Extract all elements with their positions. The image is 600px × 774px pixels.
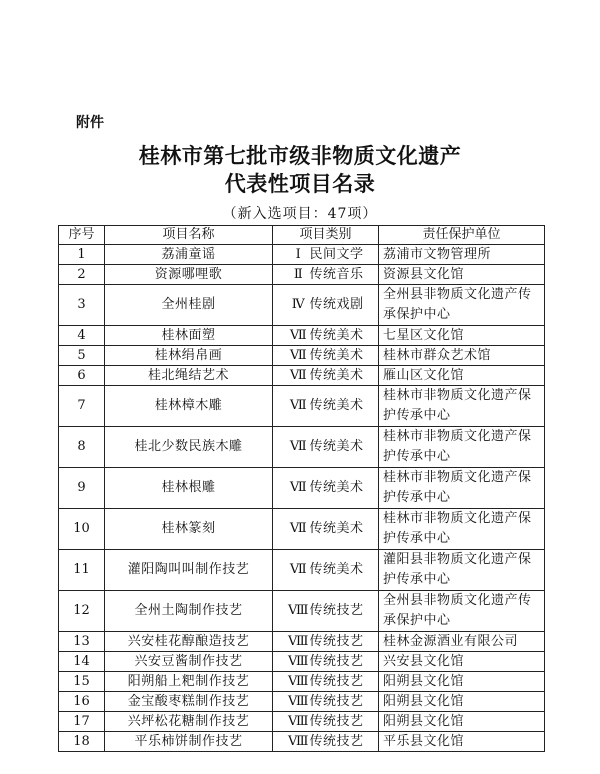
- project-category: [273, 712, 379, 732]
- category-roman-numeral: Ⅶ: [289, 562, 308, 577]
- table-row: [59, 672, 545, 692]
- project-name: 桂林篆刻: [105, 509, 273, 550]
- category-roman-numeral: Ⅰ: [295, 247, 302, 262]
- table-row: [59, 692, 545, 712]
- header-no: 序号: [59, 226, 105, 245]
- table-row: [59, 427, 545, 468]
- category-label: 民间文学: [309, 247, 364, 262]
- project-name: 桂北少数民族木雕: [105, 427, 273, 468]
- table-row: [59, 245, 545, 265]
- row-number: 6: [59, 366, 105, 386]
- header-unit: 责任保护单位: [379, 226, 545, 245]
- project-name: 桂北绳结艺术: [105, 366, 273, 386]
- heritage-list-table: [58, 225, 545, 752]
- category-label: 传统美术: [309, 368, 364, 383]
- row-number: 14: [59, 652, 105, 672]
- category-roman-numeral: Ⅶ: [289, 328, 308, 343]
- table-row: [59, 265, 545, 285]
- category-label: 传统技艺: [309, 634, 364, 649]
- project-name: 桂林面塑: [105, 326, 273, 346]
- project-category: [273, 468, 379, 509]
- project-name: 兴安豆酱制作技艺: [105, 652, 273, 672]
- responsible-unit: 全州县非物质文化遗产传承保护中心: [379, 285, 545, 326]
- table-row: [59, 732, 545, 752]
- row-number: 8: [59, 427, 105, 468]
- category-label: 传统美术: [309, 348, 364, 363]
- category-roman-numeral: Ⅶ: [289, 439, 308, 454]
- category-roman-numeral: Ⅷ: [287, 634, 309, 649]
- category-label: 传统技艺: [309, 734, 364, 749]
- row-number: 4: [59, 326, 105, 346]
- row-number: 9: [59, 468, 105, 509]
- category-label: 传统美术: [309, 398, 364, 413]
- project-category: [273, 326, 379, 346]
- table-row: [59, 285, 545, 326]
- responsible-unit: 阳朔县文化馆: [379, 712, 545, 732]
- project-category: [273, 550, 379, 591]
- row-number: 18: [59, 732, 105, 752]
- attachment-label: 附件: [76, 115, 104, 131]
- project-name: 桂林樟木雕: [105, 386, 273, 427]
- category-roman-numeral: Ⅶ: [289, 368, 308, 383]
- category-label: 传统音乐: [309, 267, 364, 282]
- project-name: 平乐柿饼制作技艺: [105, 732, 273, 752]
- project-name: 兴安桂花醇酿造技艺: [105, 632, 273, 652]
- category-roman-numeral: Ⅷ: [287, 603, 309, 618]
- project-category: [273, 245, 379, 265]
- project-name: 桂林绢帛画: [105, 346, 273, 366]
- table-row: [59, 652, 545, 672]
- category-label: 传统戏剧: [309, 297, 364, 312]
- table-row: [59, 509, 545, 550]
- page-title-line2: 代表性项目名录: [224, 172, 376, 196]
- category-label: 传统技艺: [309, 714, 364, 729]
- table-row: [59, 386, 545, 427]
- category-roman-numeral: Ⅳ: [291, 297, 306, 312]
- category-roman-numeral: Ⅷ: [287, 734, 309, 749]
- table-row: [59, 550, 545, 591]
- responsible-unit: 阳朔县文化馆: [379, 692, 545, 712]
- row-number: 13: [59, 632, 105, 652]
- responsible-unit: 荔浦市文物管理所: [379, 245, 545, 265]
- row-number: 16: [59, 692, 105, 712]
- responsible-unit: 灌阳县非物质文化遗产保护传承中心: [379, 550, 545, 591]
- responsible-unit: 阳朔县文化馆: [379, 672, 545, 692]
- responsible-unit: 兴安县文化馆: [379, 652, 545, 672]
- row-number: 5: [59, 346, 105, 366]
- project-category: [273, 509, 379, 550]
- category-label: 传统美术: [309, 439, 364, 454]
- table-row: [59, 326, 545, 346]
- table-body: [59, 245, 545, 752]
- project-name: 全州土陶制作技艺: [105, 591, 273, 632]
- project-category: [273, 652, 379, 672]
- category-roman-numeral: Ⅷ: [287, 694, 309, 709]
- row-number: 17: [59, 712, 105, 732]
- responsible-unit: 平乐县文化馆: [379, 732, 545, 752]
- category-roman-numeral: Ⅶ: [289, 480, 308, 495]
- category-roman-numeral: Ⅶ: [289, 398, 308, 413]
- project-category: [273, 591, 379, 632]
- table-row: [59, 346, 545, 366]
- category-roman-numeral: Ⅶ: [289, 348, 308, 363]
- category-roman-numeral: Ⅷ: [287, 714, 309, 729]
- category-label: 传统技艺: [309, 674, 364, 689]
- project-name: 资源哪哩歌: [105, 265, 273, 285]
- responsible-unit: 桂林市群众艺术馆: [379, 346, 545, 366]
- responsible-unit: 雁山区文化馆: [379, 366, 545, 386]
- header-category: 项目类别: [273, 226, 379, 245]
- project-category: [273, 632, 379, 652]
- row-number: 7: [59, 386, 105, 427]
- category-roman-numeral: Ⅷ: [287, 654, 309, 669]
- project-category: [273, 386, 379, 427]
- project-category: [273, 672, 379, 692]
- row-number: 1: [59, 245, 105, 265]
- responsible-unit: 桂林金源酒业有限公司: [379, 632, 545, 652]
- category-label: 传统技艺: [309, 654, 364, 669]
- project-category: [273, 427, 379, 468]
- project-category: [273, 265, 379, 285]
- table-header-row: [59, 226, 545, 245]
- page-title-line1: 桂林市第七批市级非物质文化遗产: [138, 144, 462, 168]
- project-name: 桂林根雕: [105, 468, 273, 509]
- responsible-unit: 七星区文化馆: [379, 326, 545, 346]
- responsible-unit: 全州县非物质文化遗产传承保护中心: [379, 591, 545, 632]
- project-name: 灌阳陶叫叫制作技艺: [105, 550, 273, 591]
- responsible-unit: 桂林市非物质文化遗产保护传承中心: [379, 427, 545, 468]
- project-name: 金宝酸枣糕制作技艺: [105, 692, 273, 712]
- table-row: [59, 591, 545, 632]
- row-number: 2: [59, 265, 105, 285]
- category-label: 传统美术: [309, 521, 364, 536]
- project-name: 阳朔船上粑制作技艺: [105, 672, 273, 692]
- table-row: [59, 712, 545, 732]
- category-label: 传统美术: [309, 562, 364, 577]
- category-label: 传统美术: [309, 328, 364, 343]
- category-label: 传统技艺: [309, 603, 364, 618]
- project-category: [273, 732, 379, 752]
- project-category: [273, 285, 379, 326]
- category-roman-numeral: Ⅶ: [289, 521, 308, 536]
- category-roman-numeral: Ⅷ: [287, 674, 309, 689]
- category-label: 传统美术: [309, 480, 364, 495]
- row-number: 12: [59, 591, 105, 632]
- category-roman-numeral: Ⅱ: [293, 267, 304, 282]
- responsible-unit: 桂林市非物质文化遗产保护传承中心: [379, 468, 545, 509]
- table-row: [59, 366, 545, 386]
- project-name: 兴坪松花糖制作技艺: [105, 712, 273, 732]
- row-number: 11: [59, 550, 105, 591]
- responsible-unit: 桂林市非物质文化遗产保护传承中心: [379, 509, 545, 550]
- row-number: 15: [59, 672, 105, 692]
- project-name: 全州桂剧: [105, 285, 273, 326]
- project-name: 荔浦童谣: [105, 245, 273, 265]
- category-label: 传统技艺: [309, 694, 364, 709]
- table-row: [59, 468, 545, 509]
- header-name: 项目名称: [105, 226, 273, 245]
- project-category: [273, 346, 379, 366]
- responsible-unit: 资源县文化馆: [379, 265, 545, 285]
- row-number: 10: [59, 509, 105, 550]
- table-row: [59, 632, 545, 652]
- row-number: 3: [59, 285, 105, 326]
- page-subtitle: （新入选项目：47项）: [222, 206, 378, 222]
- responsible-unit: 桂林市非物质文化遗产保护传承中心: [379, 386, 545, 427]
- project-category: [273, 692, 379, 712]
- project-category: [273, 366, 379, 386]
